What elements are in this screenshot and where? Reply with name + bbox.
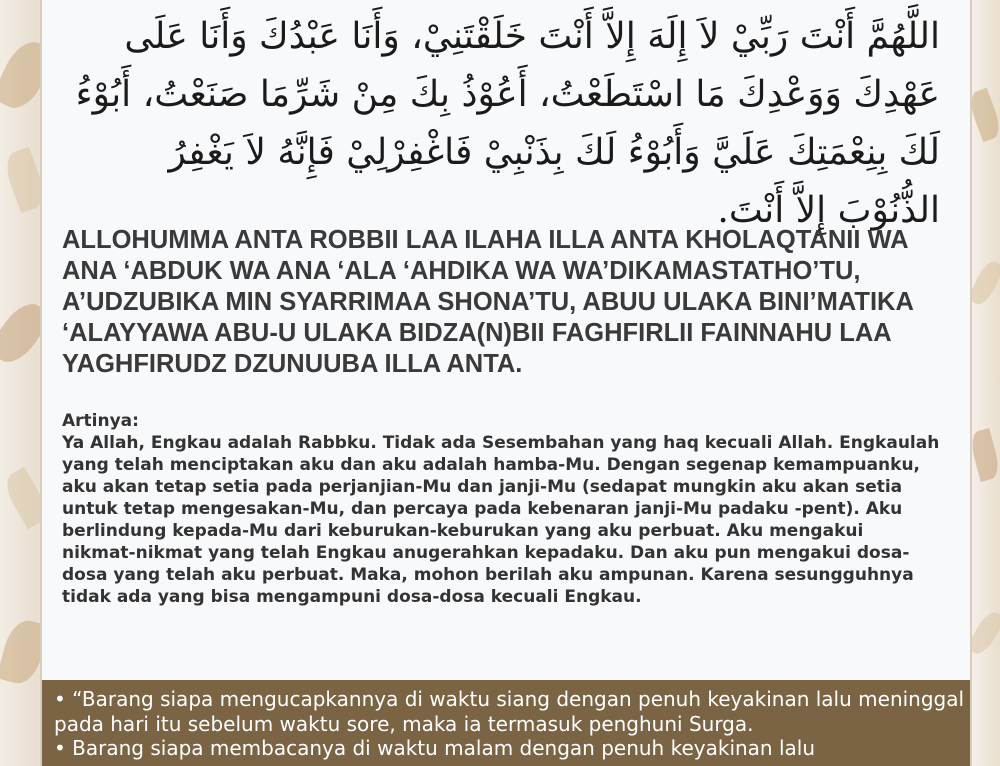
leaf-decoration [972, 88, 1000, 143]
arabic-prayer-text: اللَّهُمَّ أَنْتَ رَبِّيْ لاَ إِلَهَ إِلاَّ أَنْتَ خَلَقْتَنِيْ، وَأَنَا عَبْدُكَ وَأَنَا عَلَى عَهْدِكَ وَوَعْدِكَ مَا اسْتَطَعْتُ، أَعُوْذُ بِكَ مِنْ شَرِّمَا صَنَعْتُ، أَبُوْءُ لَكَ بِنِعْمَتِكَ عَلَيَّ وَأَبُوْءُ لَكَ بِذَنْبِيْ فَاغْفِرْلِيْ فَإِنَّهُ لاَ يَغْفِرُ الذُّنُوْبَ إِلاَّ أَنْتَ. [75, 16, 940, 231]
virtue-note-item: • “Barang siapa mengucapkannya di waktu siang dengan penuh keyakinan lalu meninggal pada hari itu sebelum waktu sore, maka ia termasuk penghuni Surga. [54, 687, 965, 736]
virtue-note-item: • Barang siapa membacanya di waktu malam dengan penuh keyakinan lalu [54, 736, 816, 760]
leaf-decoration [972, 428, 1000, 482]
virtue-note-band [42, 680, 970, 766]
floral-border-right [972, 0, 1000, 766]
leaf-decoration [972, 258, 1000, 308]
meaning-section [62, 410, 942, 608]
prayer-card [40, 0, 972, 766]
meaning-label: Artinya: [62, 411, 139, 431]
meaning-text: Ya Allah, Engkau adalah Rabbku. Tidak ada Sesembahan yang haq kecuali Allah. Engkaulah yang telah menciptakan aku dan aku adalah hamba-Mu. Dengan segenap kemampuanku, aku akan tetap setia pada perjanjian-Mu dan janji-Mu (sedapat mungkin aku akan setia untuk tetap mengesakan-Mu, dan percaya pada kebenaran janji-Mu padaku -pent). Aku berlindung kepada-Mu dari keburukan-keburukan yang aku perbuat. Aku mengakui nikmat-nikmat yang telah Engkau anugerahkan kepadaku. Dan aku pun mengakui dosa-dosa yang telah aku perbuat. Maka, mohon berilah aku ampunan. Karena sesungguhnya tidak ada yang bisa mengampuni dosa-dosa kecuali Engkau. [62, 433, 940, 607]
transliteration-text: ALLOHUMMA ANTA ROBBII LAA ILAHA ILLA ANTA KHOLAQTANII WA ANA ‘ABDUK WA ANA ‘ALA ‘AHDIKA WA WA’DIKAMASTATHO’TU, A’UDZUBIKA MIN SYARRIMAA SHONA’TU, ABUU ULAKA BINI’MATIKA ‘ALAYYAWA ABU-U ULAKA BIDZA(N)BII FAGHFIRLII FAINNAHU LAA YAGHFIRUDZ DZUNUUBA ILLA ANTA. [62, 226, 913, 378]
leaf-decoration [972, 608, 1000, 658]
